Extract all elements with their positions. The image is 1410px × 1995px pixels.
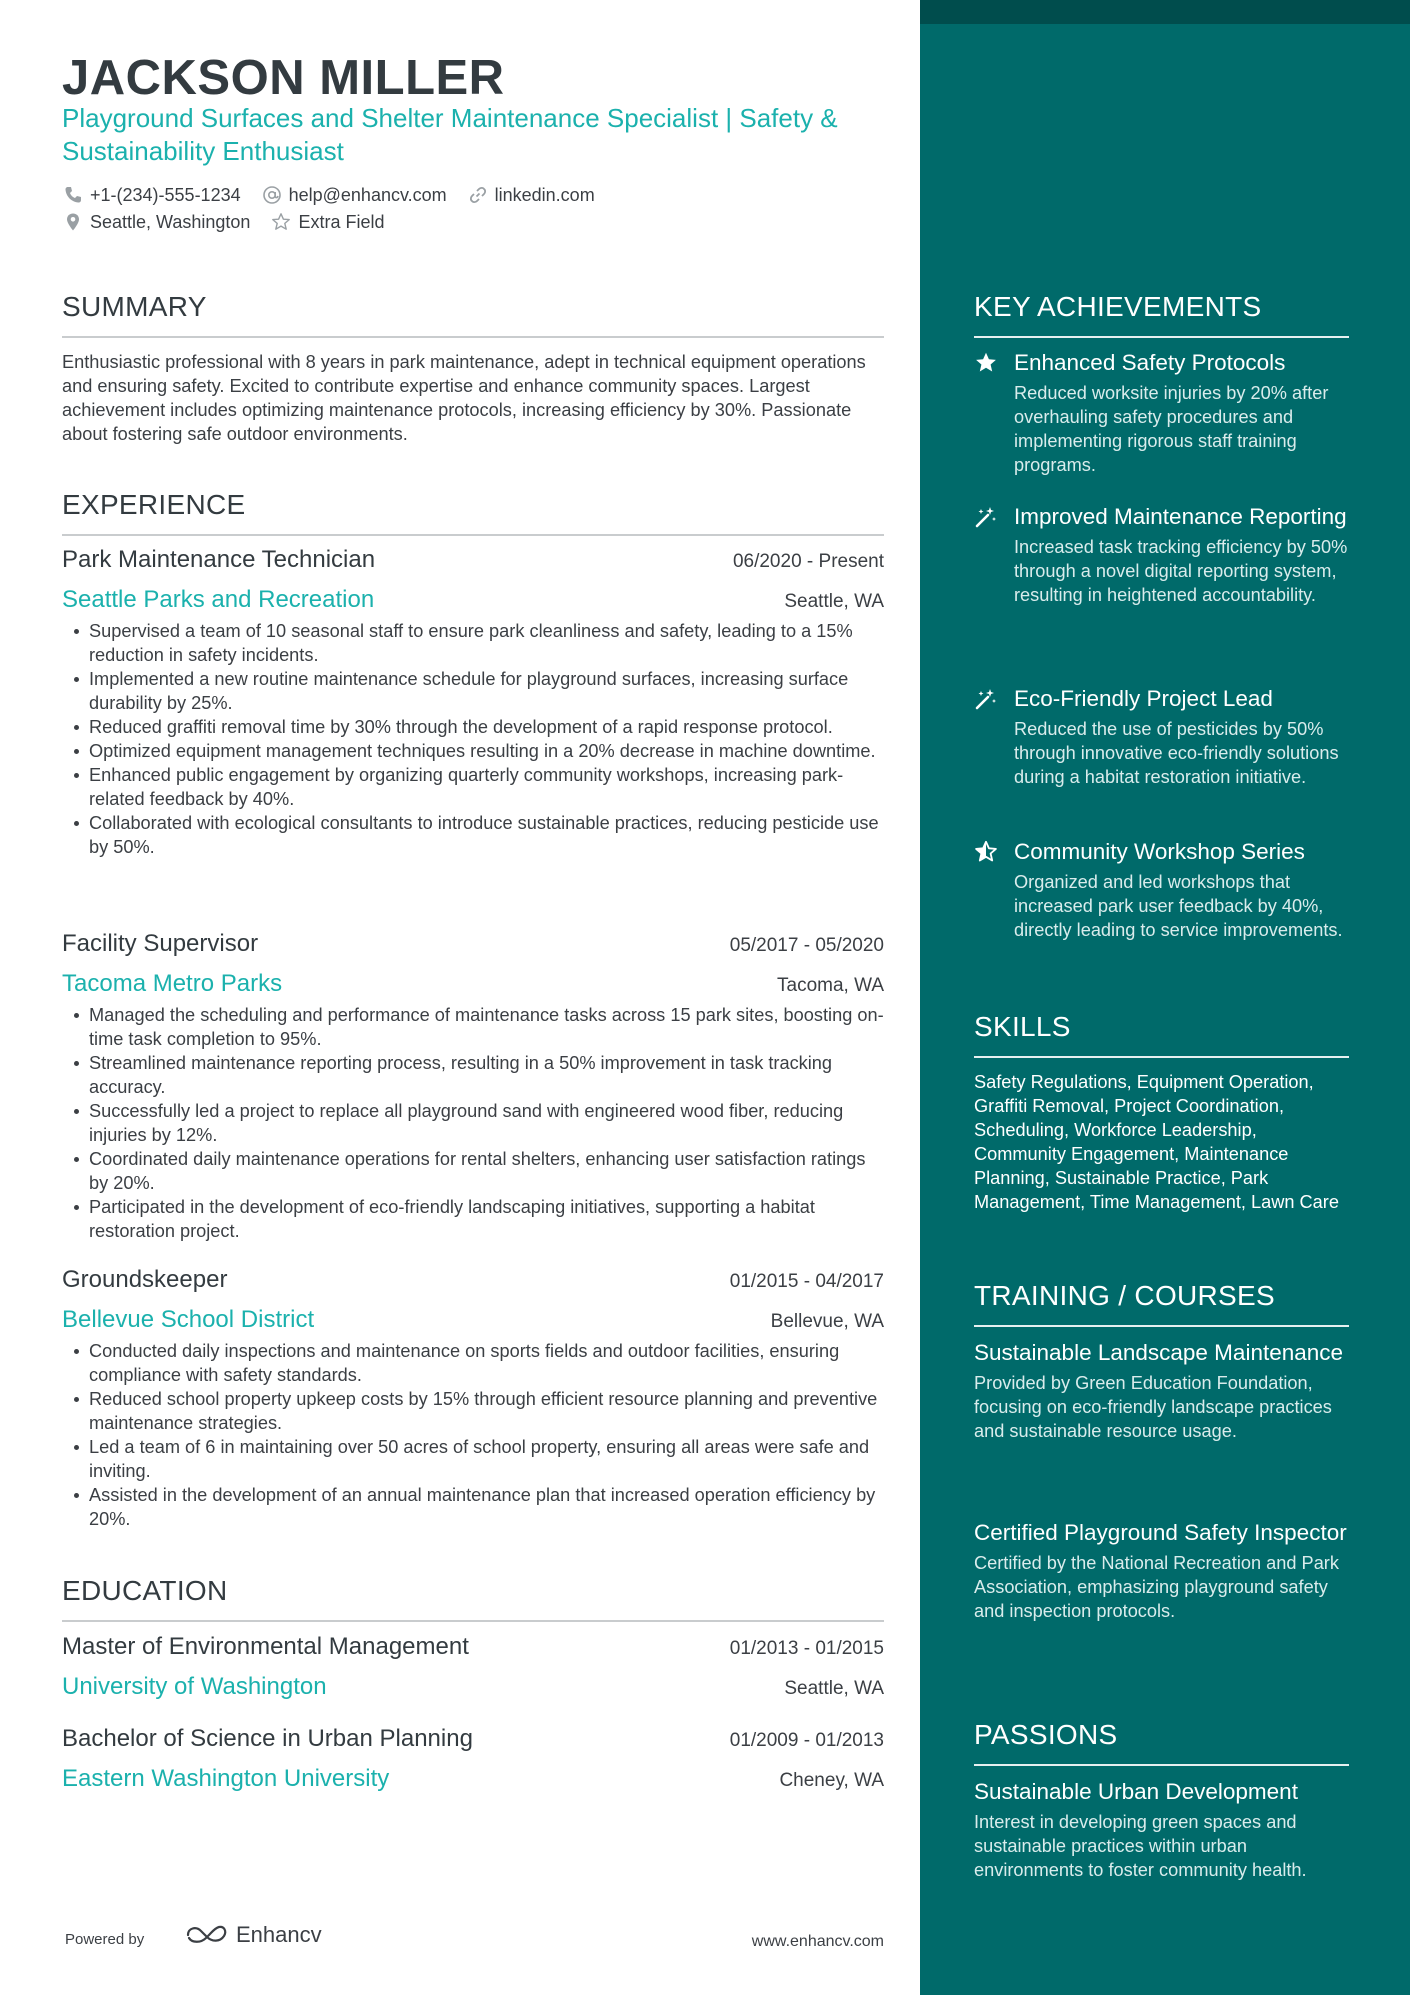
course-item: [974, 1339, 1349, 1443]
magic-wand-icon: [974, 687, 998, 711]
skills-heading: SKILLS: [974, 1010, 1349, 1058]
achievement-item: [974, 684, 1349, 789]
job-bullet: Reduced graffiti removal time by 30% through the development of a rapid response protocol.: [62, 715, 884, 739]
star-icon: [974, 351, 998, 375]
achievement-item: [974, 502, 1349, 607]
job-location: Seattle, WA: [784, 591, 884, 612]
footer-brand: Enhancv: [236, 1922, 322, 1947]
education-school: University of Washington: [62, 1673, 327, 1700]
achievement-title: Community Workshop Series: [1014, 839, 1305, 864]
course-item: [974, 1519, 1349, 1623]
job-company: Seattle Parks and Recreation: [62, 586, 375, 613]
candidate-name: JACKSON MILLER: [62, 51, 505, 105]
footer-logo[interactable]: [184, 1922, 322, 1948]
job-date: 06/2020 - Present: [732, 551, 884, 572]
experience-heading: EXPERIENCE: [62, 488, 884, 536]
achievement-title: Enhanced Safety Protocols: [1014, 350, 1286, 375]
job-bullets: [62, 619, 884, 859]
candidate-headline: Playground Surfaces and Shelter Maintenance Specialist | Safety & Sustainability Enthusiast: [62, 103, 838, 166]
achievements-heading: KEY ACHIEVEMENTS: [974, 290, 1349, 338]
passion-description: Interest in developing green spaces and sustainable practices within urban environments to foster community health.: [974, 1812, 1307, 1880]
course-title: Sustainable Landscape Maintenance: [974, 1340, 1344, 1365]
contact-row-1: [62, 184, 615, 206]
job-bullets: [62, 1003, 884, 1243]
education-degree: Master of Environmental Management: [62, 1633, 469, 1660]
course-description: Certified by the National Recreation and Park Association, emphasizing playground safety and inspection protocols.: [974, 1553, 1339, 1621]
enhancv-logo-icon: [184, 1922, 230, 1948]
job-date: 05/2017 - 05/2020: [729, 935, 884, 956]
extra-field-text: Extra Field: [298, 211, 385, 232]
job-bullet: Reduced school property upkeep costs by 15% through efficient resource planning and preventive maintenance strategies.: [62, 1387, 884, 1435]
job-location: Bellevue, WA: [770, 1311, 884, 1332]
footer-powered-by: Powered by: [65, 1931, 145, 1948]
job-bullet: Assisted in the development of an annual maintenance plan that increased operation efficiency by 20%.: [62, 1483, 884, 1531]
linkedin-text: linkedin.com: [494, 184, 595, 205]
contact-row-2: [62, 211, 404, 233]
job-bullet: Managed the scheduling and performance of maintenance tasks across 15 park sites, boosting on-time task completion to 95%.: [62, 1003, 884, 1051]
job-title: Groundskeeper: [62, 1266, 228, 1293]
star-half-icon: [974, 840, 998, 864]
education-degree: Bachelor of Science in Urban Planning: [62, 1725, 473, 1752]
education-location: Seattle, WA: [784, 1678, 884, 1699]
contact-email[interactable]: [261, 184, 447, 206]
job-company: Tacoma Metro Parks: [62, 970, 283, 997]
footer-url[interactable]: www.enhancv.com: [751, 1933, 884, 1950]
location-text: Seattle, Washington: [90, 211, 251, 232]
summary-heading: SUMMARY: [62, 290, 884, 338]
job-company: Bellevue School District: [62, 1306, 315, 1333]
education-date: 01/2009 - 01/2013: [729, 1730, 884, 1751]
contact-linkedin[interactable]: [467, 184, 595, 206]
contact-extra: [270, 211, 384, 233]
achievement-description: Reduced worksite injuries by 20% after overhauling safety procedures and implementing rigorous staff training programs.: [1014, 383, 1329, 475]
phone-icon: [62, 184, 84, 206]
job-bullet: Optimized equipment management techniques resulting in a 20% decrease in machine downtime.: [62, 739, 884, 763]
job-bullet: Supervised a team of 10 seasonal staff to ensure park cleanliness and safety, leading to a 15% reduction in safety incidents.: [62, 619, 884, 667]
achievement-description: Reduced the use of pesticides by 50% through innovative eco-friendly solutions during a habitat restoration initiative.: [1014, 719, 1339, 787]
location-pin-icon: [62, 211, 84, 233]
job-date: 01/2015 - 04/2017: [729, 1271, 884, 1292]
job-entry: [62, 545, 884, 859]
job-entry: [62, 1265, 884, 1531]
course-title: Certified Playground Safety Inspector: [974, 1520, 1347, 1545]
education-entry: [62, 1632, 884, 1702]
achievement-item: [974, 348, 1349, 477]
link-icon: [467, 184, 489, 206]
passion-title: Sustainable Urban Development: [974, 1779, 1298, 1804]
education-entry: [62, 1724, 884, 1794]
job-location: Tacoma, WA: [777, 975, 884, 996]
job-bullet: Collaborated with ecological consultants to introduce sustainable practices, reducing pesticide use by 50%.: [62, 811, 884, 859]
achievement-description: Organized and led workshops that increased park user feedback by 40%, directly leading to service improvements.: [1014, 872, 1343, 940]
education-school: Eastern Washington University: [62, 1765, 390, 1792]
contact-location: [62, 211, 250, 233]
achievement-title: Improved Maintenance Reporting: [1014, 504, 1347, 529]
phone-text: +1-(234)-555-1234: [90, 184, 241, 205]
education-date: 01/2013 - 01/2015: [729, 1638, 884, 1659]
job-bullets: [62, 1339, 884, 1531]
job-entry: [62, 929, 884, 1243]
passion-item: [974, 1778, 1349, 1882]
education-location: Cheney, WA: [779, 1770, 884, 1791]
job-bullet: Participated in the development of eco-friendly landscaping initiatives, supporting a habitat restoration project.: [62, 1195, 884, 1243]
skills-text: Safety Regulations, Equipment Operation, Graffiti Removal, Project Coordination, Scheduling, Workforce Leadership, Community Engagement, Maintenance Planning, Sustainable Practice, Park Management, Time Management, Lawn Care: [974, 1072, 1339, 1212]
passions-heading: PASSIONS: [974, 1718, 1349, 1766]
course-description: Provided by Green Education Foundation, focusing on eco-friendly landscape practices and sustainable resource usage.: [974, 1373, 1332, 1441]
summary-text: Enthusiastic professional with 8 years in park maintenance, adept in technical equipment operations and ensuring safety. Excited to contribute expertise and enhance community spaces. Largest achievement includes optimizing maintenance protocols, increasing efficiency by 30%. Passionate about fostering safe outdoor environments.: [62, 352, 866, 444]
job-bullet: Successfully led a project to replace all playground sand with engineered wood fiber, reducing injuries by 12%.: [62, 1099, 884, 1147]
sidebar-top-bar: [920, 0, 1410, 24]
magic-wand-icon: [974, 505, 998, 529]
achievement-item: [974, 837, 1349, 942]
contact-phone[interactable]: [62, 184, 241, 206]
training-heading: TRAINING / COURSES: [974, 1279, 1349, 1327]
star-outline-icon: [270, 211, 292, 233]
achievement-title: Eco-Friendly Project Lead: [1014, 686, 1273, 711]
job-bullet: Enhanced public engagement by organizing quarterly community workshops, increasing park-related feedback by 40%.: [62, 763, 884, 811]
job-bullet: Conducted daily inspections and maintenance on sports fields and outdoor facilities, ensuring compliance with safety standards.: [62, 1339, 884, 1387]
achievement-description: Increased task tracking efficiency by 50% through a novel digital reporting system, resulting in heightened accountability.: [1014, 537, 1348, 605]
job-bullet: Implemented a new routine maintenance schedule for playground surfaces, increasing surface durability by 25%.: [62, 667, 884, 715]
job-title: Facility Supervisor: [62, 930, 259, 957]
job-bullet: Led a team of 6 in maintaining over 50 acres of school property, ensuring all areas were safe and inviting.: [62, 1435, 884, 1483]
job-bullet: Streamlined maintenance reporting process, resulting in a 50% improvement in task tracking accuracy.: [62, 1051, 884, 1099]
education-heading: EDUCATION: [62, 1574, 884, 1622]
job-title: Park Maintenance Technician: [62, 546, 376, 573]
email-text: help@enhancv.com: [288, 184, 447, 205]
at-icon: [261, 184, 283, 206]
job-bullet: Coordinated daily maintenance operations for rental shelters, enhancing user satisfaction ratings by 20%.: [62, 1147, 884, 1195]
